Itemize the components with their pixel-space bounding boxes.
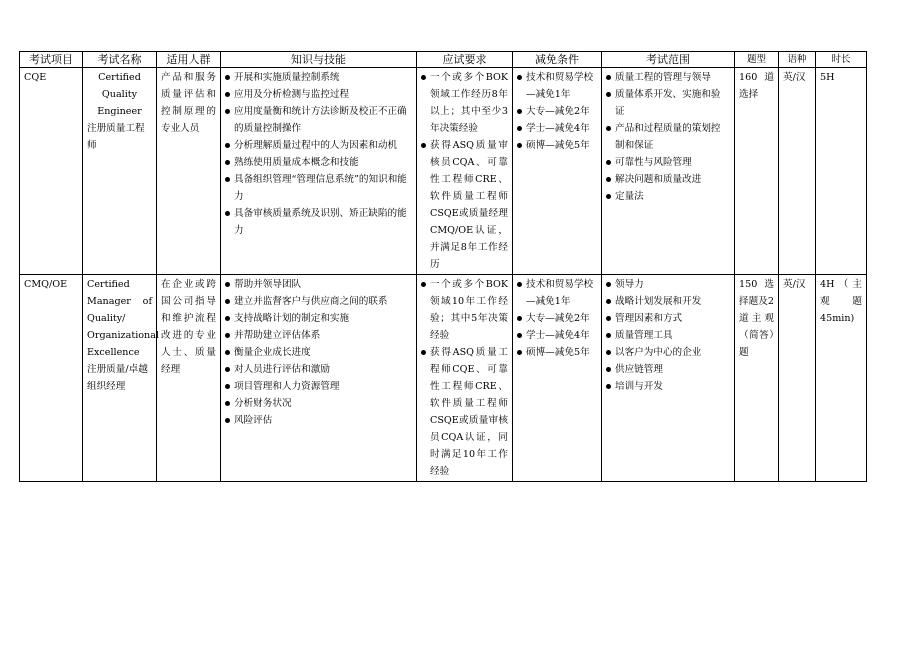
list-item: 帮助并领导团队 [225, 276, 412, 293]
list-item: 衡量企业成长进度 [225, 344, 412, 361]
header-question-type: 题型 [735, 52, 779, 68]
list-item: 领导力 [606, 276, 730, 293]
list-item: 熟练使用质量成本概念和技能 [225, 154, 412, 171]
list-item: 具备审核质量系统及识别、矫正缺陷的能力 [225, 205, 412, 239]
question-type-cell: 160道选择 [735, 68, 779, 275]
exam-name-cell [83, 68, 157, 275]
list-item: 解决问题和质量改进 [606, 171, 730, 188]
exam-name-en: Certified Manager of Quality/ Organizational Excellence [87, 279, 159, 358]
scope-cell [602, 275, 735, 482]
list-item: 质量体系开发、实施和验证 [606, 86, 730, 120]
list-item: 学士—减免4年 [517, 327, 597, 344]
header-row [20, 52, 867, 68]
list-item: 供应链管理 [606, 361, 730, 378]
list-item: 管理因素和方式 [606, 310, 730, 327]
list-item: 建立并监督客户与供应商之间的联系 [225, 293, 412, 310]
list-item: 风险评估 [225, 412, 412, 429]
audience-cell: 在企业或跨国公司指导和维护流程改进的专业人士、质量经理 [157, 275, 221, 482]
list-item: 分析理解质量过程中的人为因素和动机 [225, 137, 412, 154]
list-item: 定量法 [606, 188, 730, 205]
question-type-cell: 150选择题及2道主观（简答）题 [735, 275, 779, 482]
header-exemptions: 减免条件 [513, 52, 602, 68]
header-duration: 时长 [816, 52, 867, 68]
list-item: 技术和贸易学校—减免1年 [517, 69, 597, 103]
requirements-cell [417, 275, 513, 482]
duration-cell: 4H（主观题45min) [816, 275, 867, 482]
list-item: 应用及分析检测与监控过程 [225, 86, 412, 103]
list-item: 培训与开发 [606, 378, 730, 395]
list-item: 获得ASQ质量工程师CQE、可靠性工程师CRE、软件质量工程师CSQE或质量审核员CQA认证，同时满足10年工作经验 [421, 344, 508, 480]
exam-code-cell: CQE [20, 68, 83, 275]
list-item: 战略计划发展和开发 [606, 293, 730, 310]
language-cell: 英/汉 [779, 275, 816, 482]
list-item: 质量管理工具 [606, 327, 730, 344]
certification-table [19, 51, 867, 482]
list-item: 项目管理和人力资源管理 [225, 378, 412, 395]
header-audience: 适用人群 [157, 52, 221, 68]
exam-name-cn: 注册质量工程师 [87, 123, 145, 151]
list-item: 开展和实施质量控制系统 [225, 69, 412, 86]
exemptions-cell [513, 275, 602, 482]
list-item: 大专—减免2年 [517, 103, 597, 120]
list-item: 可靠性与风险管理 [606, 154, 730, 171]
header-language: 语种 [779, 52, 816, 68]
table-row [20, 275, 867, 482]
list-item: 大专—减免2年 [517, 310, 597, 327]
requirements-cell [417, 68, 513, 275]
header-exam-item: 考试项目 [20, 52, 83, 68]
list-item: 质量工程的管理与领导 [606, 69, 730, 86]
language-cell: 英/汉 [779, 68, 816, 275]
header-requirements: 应试要求 [417, 52, 513, 68]
table-row [20, 68, 867, 275]
list-item: 一个或多个BOK领域工作经历8年以上；其中至少3年决策经验 [421, 69, 508, 137]
list-item: 获得ASQ质量审核员CQA、可靠性工程师CRE、软件质量工程师CSQE或质量经理CMQ/OE认证，并满足8年工作经历 [421, 137, 508, 273]
list-item: 技术和贸易学校—减免1年 [517, 276, 597, 310]
exam-name-cell [83, 275, 157, 482]
exemptions-cell [513, 68, 602, 275]
list-item: 硕博—减免5年 [517, 137, 597, 154]
list-item: 以客户为中心的企业 [606, 344, 730, 361]
audience-cell: 产品和服务质量评估和控制原理的专业人员 [157, 68, 221, 275]
list-item: 具备组织管理“管理信息系统”的知识和能力 [225, 171, 412, 205]
list-item: 应用度量衡和统计方法诊断及校正不正确的质量控制操作 [225, 103, 412, 137]
header-exam-name: 考试名称 [83, 52, 157, 68]
header-skills: 知识与技能 [221, 52, 417, 68]
list-item: 一个或多个BOK领域10年工作经验；其中5年决策经验 [421, 276, 508, 344]
list-item: 产品和过程质量的策划控制和保证 [606, 120, 730, 154]
scope-cell [602, 68, 735, 275]
exam-code-cell: CMQ/OE [20, 275, 83, 482]
list-item: 并帮助建立评估体系 [225, 327, 412, 344]
header-scope: 考试范围 [602, 52, 735, 68]
skills-cell [221, 275, 417, 482]
list-item: 学士—减免4年 [517, 120, 597, 137]
list-item: 分析财务状况 [225, 395, 412, 412]
duration-cell: 5H [816, 68, 867, 275]
list-item: 支持战略计划的制定和实施 [225, 310, 412, 327]
exam-name-en: Certified Quality Engineer [97, 72, 142, 117]
exam-name-cn: 注册质量/卓越组织经理 [87, 364, 148, 392]
list-item: 硕博—减免5年 [517, 344, 597, 361]
skills-cell [221, 68, 417, 275]
list-item: 对人员进行评估和激励 [225, 361, 412, 378]
